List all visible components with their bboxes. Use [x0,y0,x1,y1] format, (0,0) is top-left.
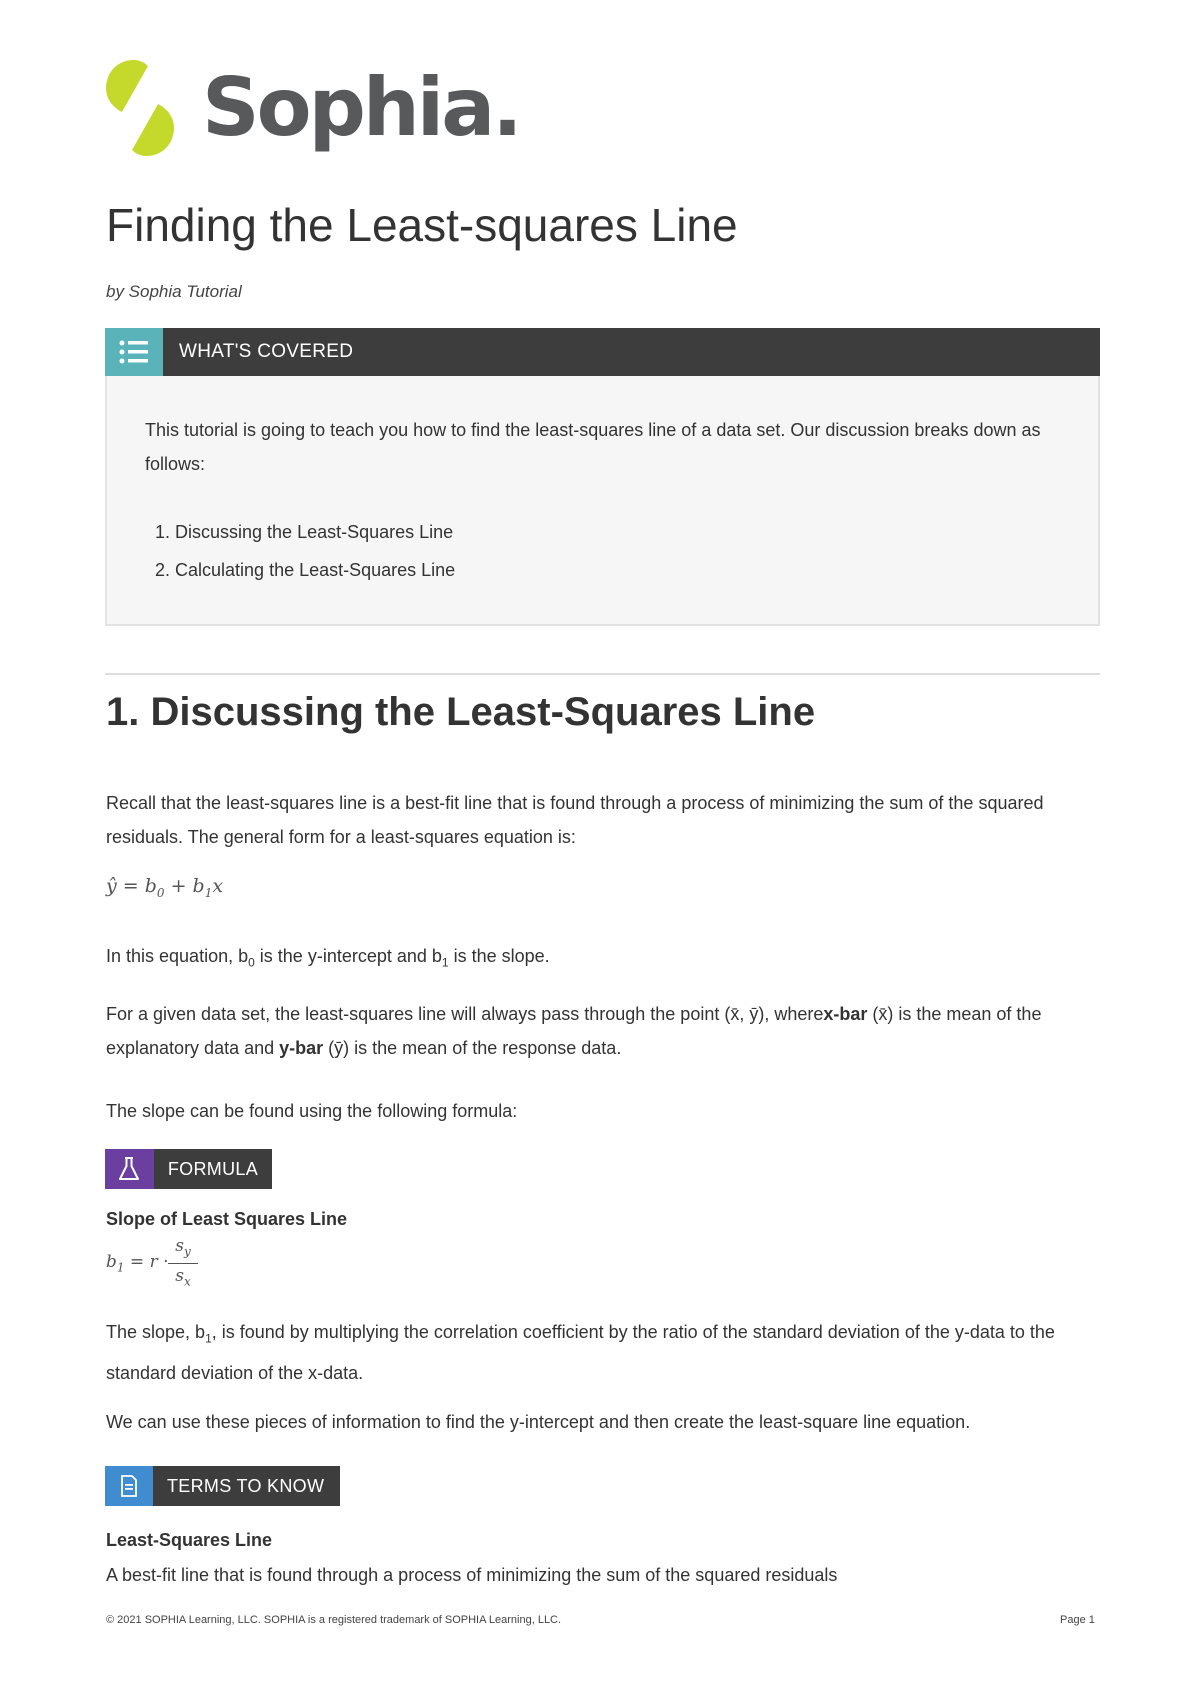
general-equation: ŷ = $b_0 + b_1x$ [106,875,224,900]
terms-to-know-badge [105,1466,340,1506]
term-x-bar: x-bar [823,1004,868,1024]
slope-fraction: $\frac{s_y}{s_x}$ [168,1234,198,1294]
logo-wordmark: Sophia. [202,60,520,154]
document-icon [105,1466,153,1506]
paragraph-slope-explanation: The slope, $b_1$, is found by multiplying the correlation coefficient by the ratio of the standard deviation of the y-data to the standard deviation of the x-data. [106,1322,1055,1383]
formula-title: Slope of Least Squares Line [106,1209,348,1229]
whats-covered-label: WHAT'S COVERED [179,341,354,362]
sophia-logo-mark-icon [104,58,176,158]
byline: by Sophia Tutorial [106,282,242,301]
page-title: Finding the Least-squares Line [106,199,738,251]
document-page: Sophia. Finding the Least-squares Line by Sophia Tutorial WHAT'S COVERED This tutorial is going to teach you how to find the least-squares line of a data set. Our discussion breaks down as follows: 1. Discussing the Least-Squares Line 2. Calculating the Least-Squares Line 1. Discussing the Least-Squares Line Recall that the least-squares line is a best-fit line that is found through a process of minimizing the sum of the squared residuals. The general form for a least-squares equation is: ŷ = $b_0 + b_1x$ In this equation, $b_0$ is the y-intercept and $b_1$ is the slope. For a given data set, the least-squares line will always pass through the point (x̄, ȳ), wherex-bar (x̄) is the mean of the explanatory data and y-bar (ȳ) is the mean of the response data. The slope can be found using the following formula: FORMULA Slope of Least Squares Line $b_1 = r$ · $\frac{s_y}{s_x}$ The slope, $b_1$, is found by multiplying the correlation coefficient by the ratio of the standard deviation of the y-data to the standard deviation of the x-data. We can use these pieces of information to find the y-intercept and then create the least-square line equation. TERMS TO KNOW Least-Squares Line A best-fit line that is found through a process of minimizing the sum of the squared residuals © 2021 SOPHIA Learning, LLC. SOPHIA is a registered trademark of SOPHIA Learning, LLC. Page 1 [0,0,1200,1698]
section-heading: 1. Discussing the Least-Squares Line [106,690,816,734]
list-item: 2. Calculating the Least-Squares Line [155,560,456,580]
flask-icon [105,1149,154,1189]
footer-page-number: Page 1 [1060,1614,1095,1626]
paragraph-intro: Recall that the least-squares line is a best-fit line that is found through a process of minimizing the sum of the squared residuals. The general form for a least-squares equation is: [106,793,1044,847]
list-icon [105,328,163,376]
paragraph-next-step: We can use these pieces of information to find the y-intercept and then create the least-square line equation. [106,1412,971,1432]
paragraph-equation-explanation: In this equation, $b_0$ is the y-intercept and $b_1$ is the slope. [106,946,550,970]
whats-covered-list [155,513,455,589]
sophia-logo [104,55,520,160]
term-definition: A best-fit line that is found through a process of minimizing the sum of the squared residuals [106,1565,838,1585]
whats-covered-box [105,376,1100,626]
formula-badge [105,1149,272,1189]
paragraph-mean-point: For a given data set, the least-squares line will always pass through the point (x̄, ȳ), wherex-bar (x̄) is the mean of the explanatory data and y-bar (ȳ) is the mean of the response data. [106,1004,1042,1058]
paragraph-slope-intro: The slope can be found using the following formula: [106,1101,518,1121]
terms-to-know-label: TERMS TO KNOW [167,1475,325,1496]
term-title: Least-Squares Line [106,1530,273,1550]
term-y-bar: y-bar [279,1038,324,1058]
whats-covered-header [105,328,1100,376]
list-item: 1. Discussing the Least-Squares Line [155,522,454,542]
whats-covered-intro: This tutorial is going to teach you how to find the least-squares line of a data set. Our discussion breaks down as follows: [145,420,1041,474]
formula-label: FORMULA [167,1158,258,1179]
section-divider [105,673,1100,675]
footer-copyright: © 2021 SOPHIA Learning, LLC. SOPHIA is a registered trademark of SOPHIA Learning, LLC. [106,1614,562,1626]
